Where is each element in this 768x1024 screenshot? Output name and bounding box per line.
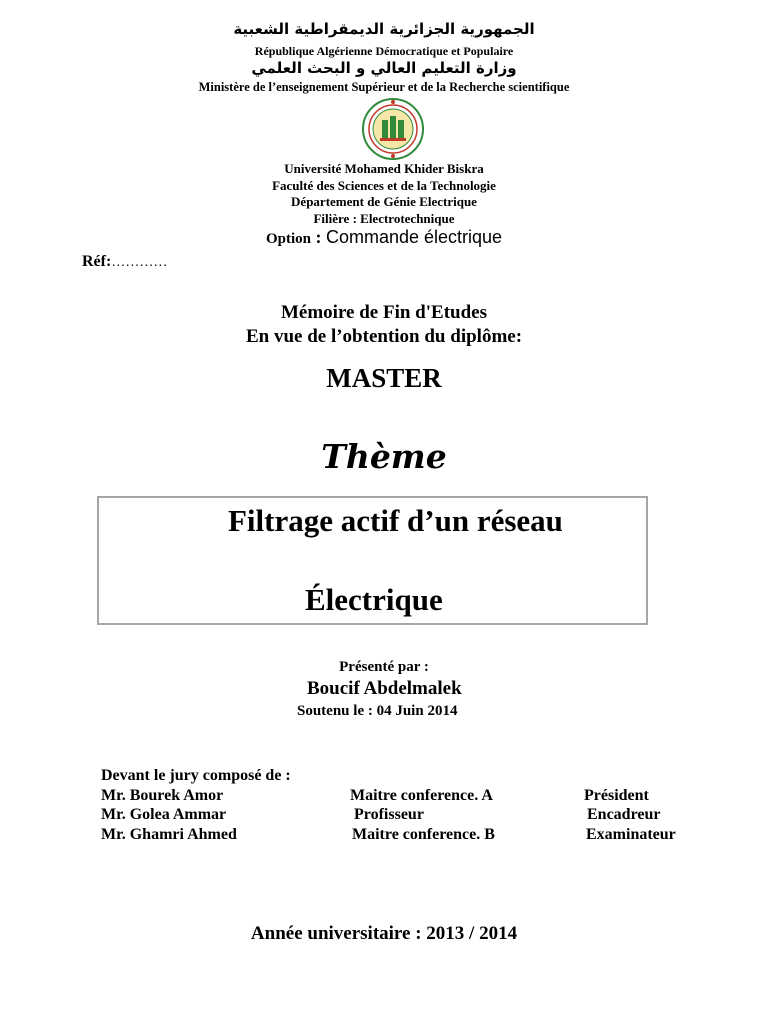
defense-date: Soutenu le : 04 Juin 2014: [297, 703, 458, 719]
jury-member-role: Président: [584, 787, 649, 804]
department-name: Département de Génie Electrique: [291, 194, 477, 209]
jury-member-grade: Profisseur: [354, 806, 424, 823]
presenter-name: Boucif Abdelmalek: [307, 678, 462, 699]
jury-member-name: Mr. Bourek Amor: [101, 787, 224, 804]
university-logo: [362, 98, 424, 160]
ministry-arabic: وزارة التعليم العالي و البحث العلمي: [251, 59, 517, 77]
jury-member-grade: Maitre conference. B: [352, 826, 495, 843]
degree-title: MASTER: [326, 363, 442, 393]
theme-title-line1: Filtrage actif d’un réseau: [228, 503, 563, 538]
option-separator: :: [310, 227, 326, 247]
memoire-subtitle: En vue de l’obtention du diplôme:: [245, 326, 523, 347]
reference-line: [82, 253, 167, 271]
jury-member-role: Encadreur: [587, 806, 661, 823]
presented-by-label: Présenté par :: [339, 659, 429, 675]
filiere: Filière : Electrotechnique: [313, 211, 455, 226]
jury-member-name: Mr. Ghamri Ahmed: [101, 826, 237, 843]
jury-member-role: Examinateur: [586, 826, 676, 843]
university-name: Université Mohamed Khider Biskra: [284, 161, 484, 176]
republic-arabic: الجمهورية الجزائرية الديمقراطية الشعبية: [233, 20, 535, 38]
jury-member-name: Mr. Golea Ammar: [101, 806, 227, 823]
academic-year: Année universitaire : 2013 / 2014: [250, 923, 518, 944]
reference-label: Réf:: [82, 253, 112, 270]
option-value: Commande électrique: [325, 227, 503, 247]
option-label: Option: [265, 231, 311, 247]
jury-member-grade: Maitre conference. A: [350, 787, 493, 804]
option-line: [0, 227, 768, 248]
republic-french: République Algérienne Démocratique et Populaire: [254, 44, 514, 58]
theme-title-line2: Électrique: [305, 582, 443, 617]
reference-value: …………: [111, 255, 168, 270]
jury-heading: Devant le jury composé de :: [101, 767, 291, 784]
memoire-title: Mémoire de Fin d'Etudes: [280, 302, 487, 323]
ministry-french: Ministère de l’enseignement Supérieur et de la Recherche scientifique: [198, 80, 570, 94]
faculty-name: Faculté des Sciences et de la Technologie: [272, 178, 496, 193]
theme-label: Thème: [321, 437, 447, 476]
